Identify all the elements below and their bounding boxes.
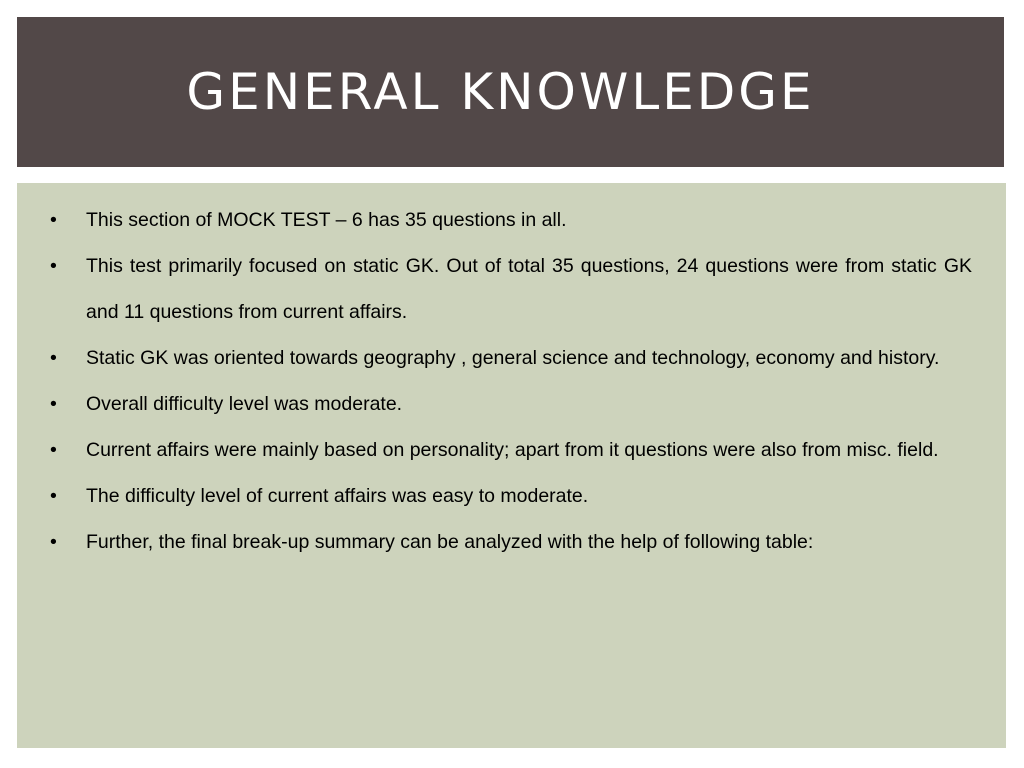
bullet-text: The difficulty level of current affairs was easy to moderate. bbox=[86, 485, 589, 507]
bullet-text: This section of MOCK TEST – 6 has 35 questions in all. bbox=[86, 209, 567, 231]
bullet-item bbox=[50, 243, 972, 335]
bullet-item bbox=[50, 335, 972, 381]
bullet-icon: • bbox=[50, 393, 57, 415]
bullet-text: Static GK was oriented towards geography , general science and technology, economy and history. bbox=[86, 347, 940, 369]
bullet-icon: • bbox=[50, 439, 57, 461]
bullet-text: This test primarily focused on static GK. Out of total 35 questions, 24 questions were from static GK and 11 questions from current affairs. bbox=[86, 255, 972, 323]
bullet-item bbox=[50, 473, 972, 519]
bullet-item bbox=[50, 519, 972, 565]
content-panel bbox=[17, 183, 1006, 748]
title-banner bbox=[17, 17, 1004, 167]
bullet-item bbox=[50, 197, 972, 243]
slide-title: GENERAL KNOWLEDGE bbox=[186, 63, 815, 121]
bullet-icon: • bbox=[50, 485, 57, 507]
bullet-text: Current affairs were mainly based on personality; apart from it questions were also from misc. field. bbox=[86, 439, 939, 461]
bullet-icon: • bbox=[50, 347, 57, 369]
bullet-item bbox=[50, 381, 972, 427]
bullet-text: Further, the final break-up summary can be analyzed with the help of following table: bbox=[86, 531, 814, 553]
bullet-item bbox=[50, 427, 972, 473]
bullet-list bbox=[50, 197, 972, 565]
bullet-icon: • bbox=[50, 531, 57, 553]
bullet-icon: • bbox=[50, 209, 57, 231]
bullet-icon: • bbox=[50, 255, 57, 277]
bullet-text: Overall difficulty level was moderate. bbox=[86, 393, 403, 415]
